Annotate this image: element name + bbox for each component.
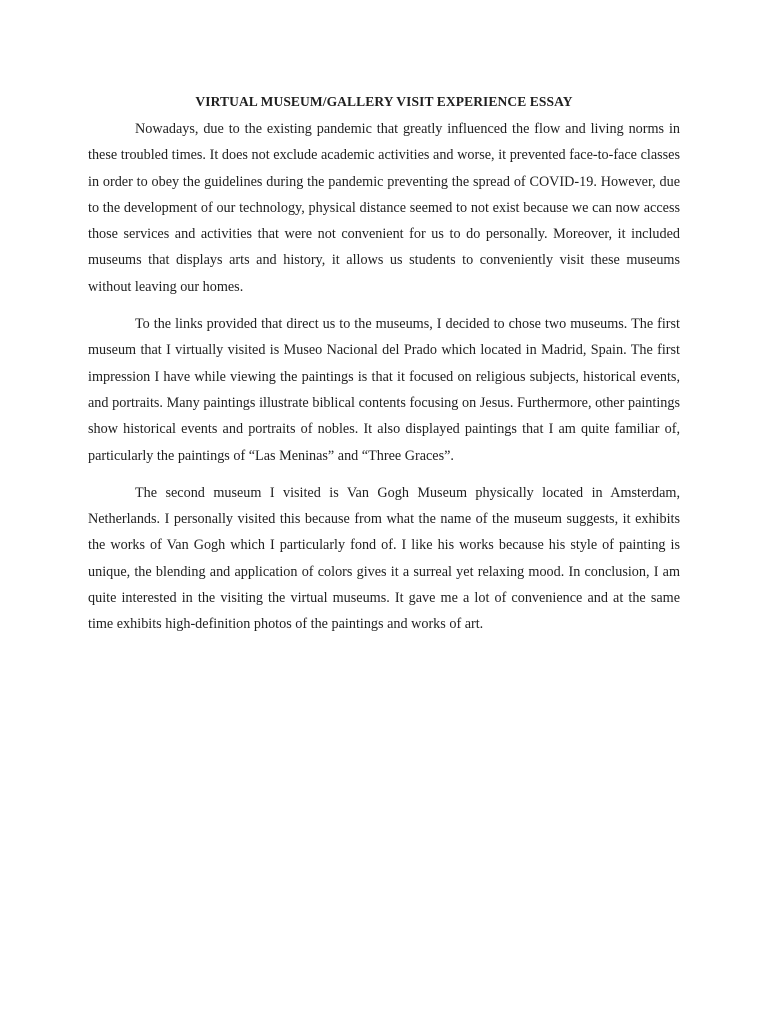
essay-title: VIRTUAL MUSEUM/GALLERY VISIT EXPERIENCE ESSAY — [195, 94, 573, 109]
essay-paragraph-3: The second museum I visited is Van Gogh Museum physically located in Amsterdam, Netherlands. I personally visited this because from what the name of the museum suggests, it exhibits the works of Van Gogh which I particularly fond of. I like his works because his style of painting is unique, the blending and application of colors gives it a surreal yet relaxing mood. In conclusion, I am quite interested in the visiting the virtual museums. It gave me a lot of convenience and at the same time exhibits high-definition photos of the paintings and works of art. — [88, 484, 680, 633]
essay-paragraph-1: Nowadays, due to the existing pandemic that greatly influenced the flow and living norms in these troubled times. It does not exclude academic activities and worse, it prevented face-to-face classes in order to obey the guidelines during the pandemic preventing the spread of COVID-19. However, due to the development of our technology, physical distance seemed to not exist because we can now access those services and activities that were not convenient for us to do personally. Moreover, it included museums that displays arts and history, it allows us students to conveniently visit these museums without leaving our homes. — [88, 121, 680, 295]
essay-paragraph-2: To the links provided that direct us to the museums, I decided to chose two museums. The first museum that I virtually visited is Museo Nacional del Prado which located in Madrid, Spain. The first impression I have while viewing the paintings is that it focused on religious subjects, historical events, and portraits. Many paintings illustrate biblical contents focusing on Jesus. Furthermore, other paintings show historical events and portraits of nobles. It also displayed paintings that I am quite familiar of, particularly the paintings of “Las Meninas” and “Three Graces”. — [88, 316, 680, 464]
